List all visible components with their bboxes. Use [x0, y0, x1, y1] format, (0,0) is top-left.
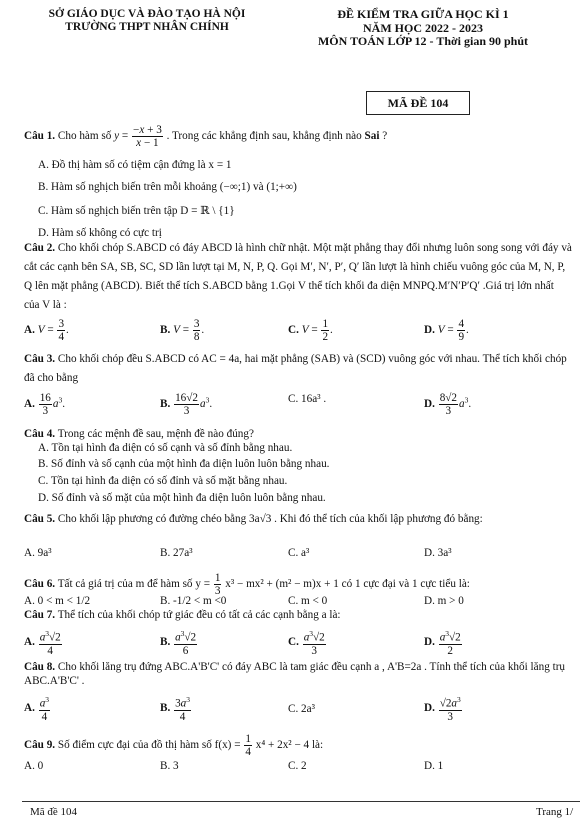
option-c: C. 2: [288, 760, 307, 772]
option-b: B. $\frac{3a^3}{4}$: [160, 695, 190, 723]
question-8: [24, 660, 572, 688]
question-text: Cho hàm số: [57, 130, 112, 143]
footer-page-number: Trang 1/: [536, 806, 574, 818]
question-7: [24, 608, 572, 622]
option-a: A. $\frac{a^3}{4}$: [24, 695, 50, 723]
question-text: x³ − mx² + (m² − m)x + 1 có 1 cực đại và 1 cực tiểu là:: [225, 578, 470, 591]
option-c: C. 2a³: [288, 703, 315, 715]
option-a: A. 0: [24, 760, 44, 772]
question-text: Cho khối lập phương có đường chéo bằng 3a√3 . Khi đó thể tích của khối lập phương đó bằng:: [57, 513, 483, 525]
option-d: D. V = $\frac{4}{9}$ .: [424, 318, 469, 343]
option-c: C. m < 0: [288, 595, 328, 607]
option-b: B. V = $\frac{3}{8}$ .: [160, 318, 205, 343]
header-right: [268, 8, 578, 49]
question-text: Trong các mệnh đề sau, mệnh đề nào đúng?: [57, 428, 254, 440]
option-d: D. 3a³: [424, 547, 452, 559]
question-text: Cho khối lăng trụ đứng ABC.A'B'C' có đáy ABC là tam giác đều cạnh a , A'B=2a . Tính thể tích của khối lăng trụ ABC.A'B'C' .: [24, 661, 566, 687]
department-name: SỞ GIÁO DỤC VÀ ĐÀO TẠO HÀ NỘI: [48, 8, 246, 20]
option-d: D. Hàm số không có cực trị: [38, 227, 162, 239]
question-text: . Trong các khẳng định sau, khẳng định nào: [166, 130, 362, 143]
option-b: B. Số đỉnh và số cạnh của một hình đa diện luôn luôn bằng nhau.: [38, 458, 330, 470]
option-d: D. 1: [424, 760, 444, 772]
question-text: Tất cả giá trị của m để hàm số y =: [57, 578, 211, 591]
option-d: D. $\frac{8√2}{3}$ $a^3$.: [424, 392, 472, 417]
option-c: C. $\frac{a^3√2}{3}$: [288, 629, 325, 657]
option-a: A. Đồ thị hàm số có tiệm cận đứng là x = 1: [38, 159, 232, 171]
option-c: C. 16a³ .: [288, 393, 327, 405]
option-b: B. -1/2 < m <0: [160, 595, 227, 607]
question-label: Câu 8.: [24, 661, 56, 673]
option-b: B. Hàm số nghịch biến trên mỗi khoảng (−∞;1) và (1;+∞): [38, 181, 297, 193]
option-c: C. V = $\frac{1}{2}$ .: [288, 318, 333, 343]
question-5: [24, 510, 572, 528]
question-label: Câu 9.: [24, 739, 56, 752]
option-d: D. m > 0: [424, 595, 464, 607]
option-d: D. $\frac{√2a^3}{3}$: [424, 695, 461, 723]
school-year: NĂM HỌC 2022 - 2023: [363, 20, 483, 35]
exam-subject: MÔN TOÁN LỚP 12 - Thời gian 90 phút: [317, 34, 529, 48]
footer-exam-code: Mã đề 104: [30, 806, 78, 818]
question-text: Cho khối chóp đều S.ABCD có AC = 4a, hai mặt phẳng (SAB) và (SCD) vuông góc với nhau. Thể tích khối chóp đã cho bằng: [24, 353, 567, 384]
option-b: B. 3: [160, 760, 179, 772]
footer-divider: [22, 801, 580, 802]
option-a: A. V = $\frac{3}{4}$ .: [24, 318, 69, 343]
school-name: TRƯỜNG THPT NHÂN CHÍNH: [65, 21, 229, 33]
option-b: B. $\frac{a^3√2}{6}$: [160, 629, 197, 657]
option-b: B. 27a³: [160, 547, 193, 559]
question-9: Câu 9. Số điểm cực đại của đồ thị hàm số f(x) = $\frac{1}{4}$ x⁴ + 2x² − 4 là:: [24, 733, 324, 758]
exam-title: ĐỀ KIỂM TRA GIỮA HỌC KÌ 1: [337, 7, 509, 21]
question-text: Số điểm cực đại của đồ thị hàm số f(x) =: [57, 739, 241, 752]
question-6: Câu 6. Tất cả giá trị của m để hàm số y = $\frac{1}{3}$ x³ − mx² + (m² − m)x + 1 có 1 cực đại và 1 cực tiểu là:: [24, 572, 470, 597]
question-label: Câu 7.: [24, 609, 56, 621]
option-c: C. Hàm số nghịch biến trên tập D = ℝ \ {1}: [38, 205, 235, 217]
option-a: A. 0 < m < 1/2: [24, 595, 91, 607]
question-label: Câu 4.: [24, 428, 56, 440]
option-c: C. Tồn tại hình đa diện có số đỉnh và số mặt bằng nhau.: [38, 475, 288, 487]
question-label: Câu 3.: [24, 353, 56, 365]
question-1: Câu 1. Cho hàm số y = $\frac{-x + 3}{x - 1}$ . Trong các khẳng định sau, khẳng định nào Sai ?: [24, 124, 388, 149]
option-b: B. $\frac{16√2}{3}$ $a^3$.: [160, 392, 213, 417]
option-a: A. Tồn tại hình đa diện có số cạnh và số đỉnh bằng nhau.: [38, 442, 293, 454]
question-2: [24, 239, 572, 315]
question-text: Thể tích của khối chóp tứ giác đều có tất cả các cạnh bằng a là:: [57, 609, 341, 621]
emphasis-word: Sai: [364, 130, 380, 143]
question-label: Câu 5.: [24, 513, 56, 525]
header-left: [22, 8, 272, 34]
exam-code-box: MÃ ĐỀ 104: [366, 91, 470, 115]
question-text: x⁴ + 2x² − 4 là:: [255, 739, 324, 752]
question-label: Câu 1.: [24, 130, 56, 143]
question-4: [24, 427, 572, 441]
option-d: D. $\frac{a^3√2}{2}$: [424, 629, 461, 657]
question-label: Câu 2.: [24, 242, 56, 254]
option-a: A. 9a³: [24, 547, 52, 559]
option-a: A. $\frac{16}{3}$ $a^3$.: [24, 392, 66, 417]
fraction: $\frac{-x + 3}{x - 1}$: [133, 124, 162, 149]
question-3: [24, 350, 572, 388]
option-d: D. Số đỉnh và số mặt của một hình đa diện luôn luôn bằng nhau.: [38, 492, 326, 504]
option-c: C. a³: [288, 547, 310, 559]
option-a: A. $\frac{a^3√2}{4}$: [24, 629, 61, 657]
question-text: Cho khối chóp S.ABCD có đáy ABCD là hình chữ nhật. Một mặt phẳng thay đổi nhưng luôn song song với đáy và cắt các cạnh bên SA, SB, SC, SD lần lượt tại M, N, P, Q. Gọi M′, N′, P′, Q′ lần lượt là hình chiếu vuông góc của M, N, P, Q lên mặt phẳng (ABCD). Biết thể tích S.ABCD bằng 1.Gọi V thể tích khối đa diện MNPQ.M′N′P′Q′ .Giá trị lớn nhất của V là :: [24, 242, 572, 311]
question-label: Câu 6.: [24, 578, 56, 591]
